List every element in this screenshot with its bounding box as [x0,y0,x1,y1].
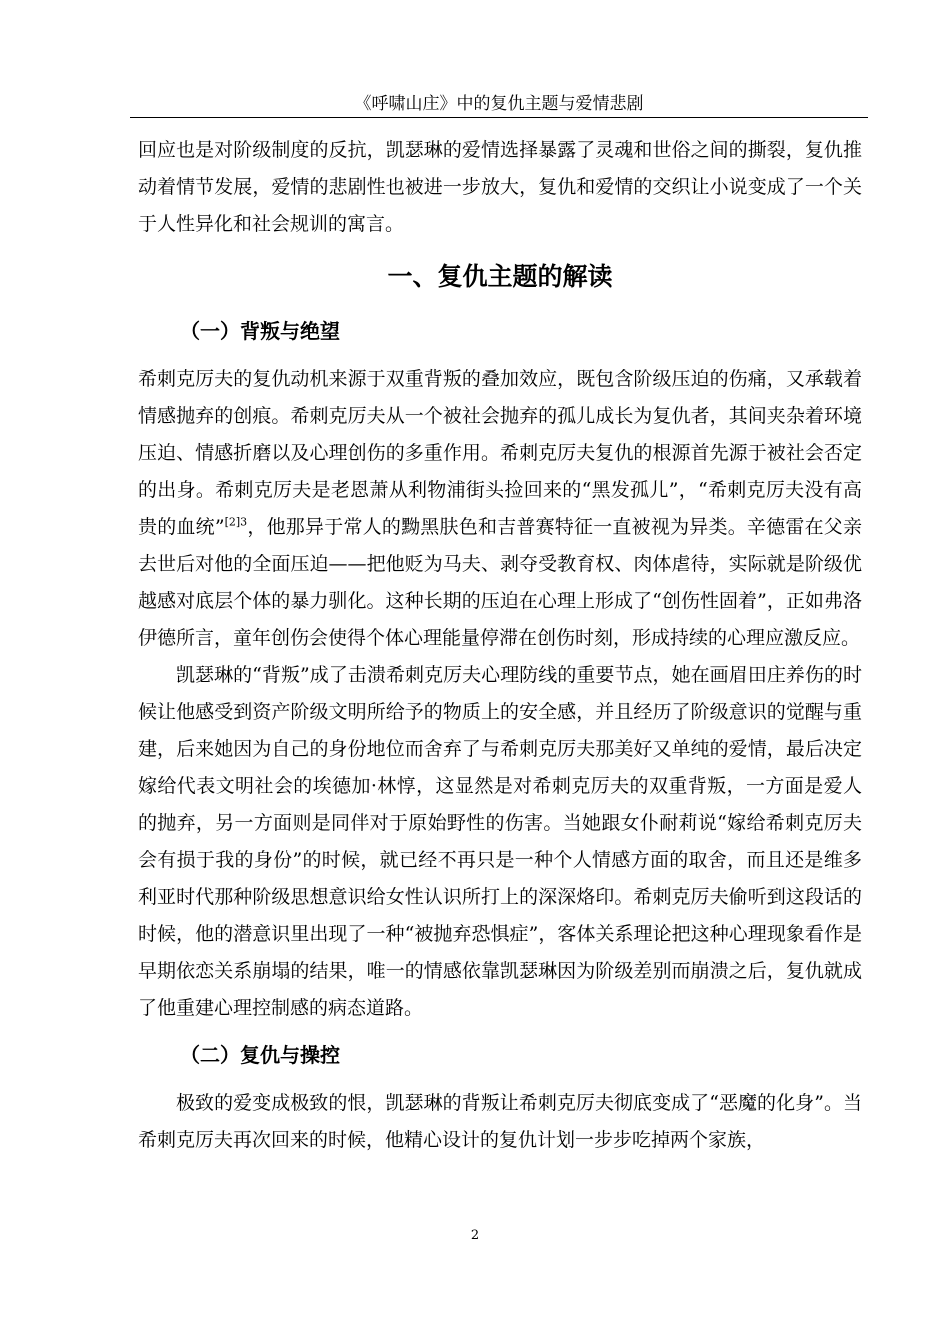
intro-paragraph: 回应也是对阶级制度的反抗，凯瑟琳的爱情选择暴露了灵魂和世俗之间的撕裂，复仇推动着情节发展，爱情的悲剧性也被进一步放大，复仇和爱情的交织让小说变成了一个关于人性异化和社会规训的寓言。 [138,139,862,235]
document-body [138,132,862,1159]
running-header-title: 《呼啸山庄》中的复仇主题与爱情悲剧 [354,94,644,114]
paragraph-text: ，他那异于常人的黝黑肤色和吉普赛特征一直被视为异类。辛德雷在父亲去世后对他的全面压迫——把他贬为马夫、剥夺受教育权、肉体虐待，实际就是阶级优越感对底层个体的暴力驯化。这种长期的压迫在心理上形成了“创伤性固着”，正如弗洛伊德所言，童年创伤会使得个体心理能量停滞在创伤时刻，形成持续的心理应激反应。 [138,516,862,649]
page-number: 2 [470,1228,480,1243]
paragraph-text: 希刺克厉夫的复仇动机来源于双重背叛的叠加效应，既包含阶级压迫的伤痛，又承载着情感抛弃的创痕。希刺克厉夫从一个被社会抛弃的孤儿成长为复仇者，其间夹杂着环境压迫、情感折磨以及心理创伤的多重作用。希刺克厉夫复仇的根源首先源于被社会否定的出身。希刺克厉夫是老恩萧从利物浦街头捡回来的“黑发孤儿”，“希刺克厉夫没有高贵的血统” [138,368,862,538]
paragraph-extreme-love: 极致的爱变成极致的恨，凯瑟琳的背叛让希刺克厉夫彻底变成了“恶魔的化身”。当希刺克厉夫再次回来的时候，他精心设计的复仇计划一步步吃掉两个家族， [138,1092,862,1151]
subsection-heading-revenge: （二）复仇与操控 [180,1043,340,1067]
header-divider [130,117,868,118]
paragraph-catherine-betrayal: 凯瑟琳的“背叛”成了击溃希刺克厉夫心理防线的重要节点，她在画眉田庄养伤的时候让他感受到资产阶级文明所给予的物质上的安全感，并且经历了阶级意识的觉醒与重建，后来她因为自己的身份地位而舍弃了与希刺克厉夫那美好又单纯的爱情，最后决定嫁给代表文明社会的埃德加·林惇，这显然是对希刺克厉夫的双重背叛，一方面是爱人的抛弃，另一方面则是同伴对于原始野性的伤害。当她跟女仆耐莉说“嫁给希刺克厉夫会有损于我的身份”的时候，就已经不再只是一种个人情感方面的取舍，而且还是维多利亚时代那种阶级思想意识给女性认识所打上的深深烙印。希刺克厉夫偷听到这段话的时候，他的潜意识里出现了一种“被抛弃恐惧症”，客体关系理论把这种心理现象看作是早期依恋关系崩塌的结果，唯一的情感依靠凯瑟琳因为阶级差别而崩溃之后，复仇就成了他重建心理控制感的病态道路。 [138,664,862,1019]
paragraph-revenge-motive [138,361,862,657]
section-heading: 一、复仇主题的解读 [387,262,613,291]
citation-marker: [2]3 [224,515,248,529]
subsection-heading-betrayal: （一）背叛与绝望 [180,319,340,343]
